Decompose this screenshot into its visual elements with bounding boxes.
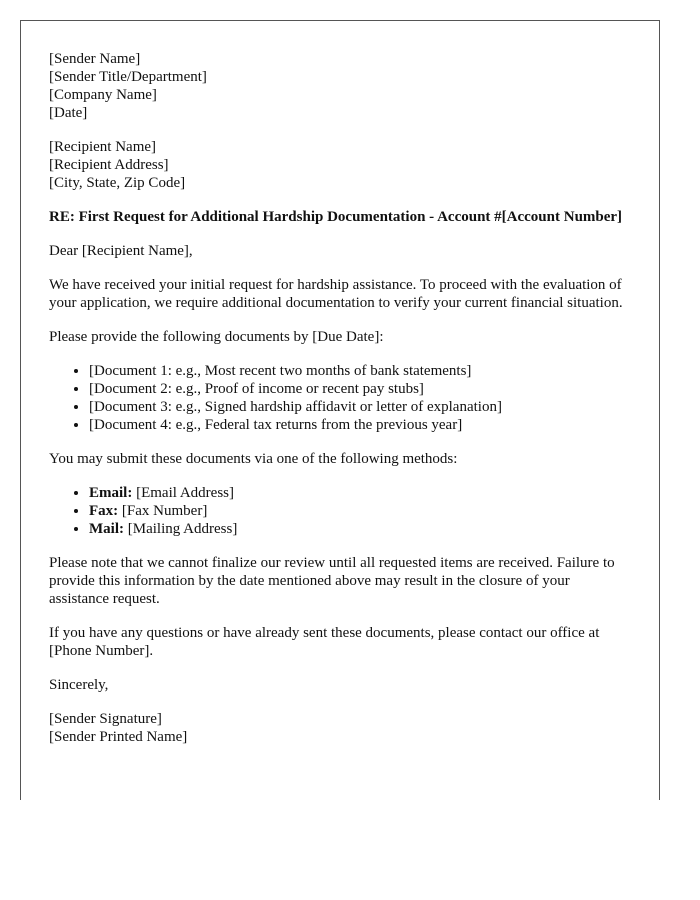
- list-item: • [Document 3: e.g., Signed hardship affidavit or letter of explanation]: [89, 398, 631, 416]
- sender-name: [Sender Name]: [49, 51, 141, 67]
- method-mail: [89, 520, 631, 538]
- contact-paragraph: If you have any questions or have already sent these documents, please contact our office at [Phone Number].: [49, 625, 600, 659]
- method-label: Mail:: [89, 521, 124, 537]
- method-label: Fax:: [89, 503, 119, 519]
- recipient-block: [49, 138, 631, 192]
- recipient-address: [Recipient Address]: [49, 157, 169, 173]
- note-paragraph: Please note that we cannot finalize our review until all requested items are received. Failure to provide this information by the date mentioned above may result in the closure of your assistance request.: [49, 555, 615, 607]
- sender-signature: [Sender Signature]: [49, 711, 162, 727]
- list-item: • [Document 1: e.g., Most recent two months of bank statements]: [89, 362, 631, 380]
- intro-paragraph: We have received your initial request for hardship assistance. To proceed with the evaluation of your application, we require additional documentation to verify your current financial situation.: [49, 277, 623, 311]
- documents-lead: Please provide the following documents by [Due Date]:: [49, 329, 384, 345]
- method-value: [Fax Number]: [118, 503, 208, 519]
- list-item: • [Document 4: e.g., Federal tax returns from the previous year]: [89, 416, 631, 434]
- method-label: Email:: [89, 485, 133, 501]
- subject-line: RE: First Request for Additional Hardship Documentation - Account #[Account Number]: [49, 209, 623, 225]
- methods-lead: You may submit these documents via one of the following methods:: [49, 451, 458, 467]
- signature-block: [49, 710, 631, 746]
- method-email: [89, 484, 631, 502]
- closing: Sincerely,: [49, 677, 109, 693]
- salutation: Dear [Recipient Name],: [49, 243, 193, 259]
- documents-list: [49, 362, 631, 434]
- letter-date: [Date]: [49, 105, 88, 121]
- method-value: [Mailing Address]: [124, 521, 238, 537]
- sender-printed-name: [Sender Printed Name]: [49, 729, 188, 745]
- letter-page: [20, 20, 660, 800]
- methods-list: [49, 484, 631, 538]
- list-item: • [Document 2: e.g., Proof of income or recent pay stubs]: [89, 380, 631, 398]
- recipient-name: [Recipient Name]: [49, 139, 157, 155]
- method-value: [Email Address]: [132, 485, 234, 501]
- sender-block: [49, 50, 631, 122]
- sender-company: [Company Name]: [49, 87, 157, 103]
- recipient-city-state-zip: [City, State, Zip Code]: [49, 175, 186, 191]
- method-fax: [89, 502, 631, 520]
- sender-title: [Sender Title/Department]: [49, 69, 207, 85]
